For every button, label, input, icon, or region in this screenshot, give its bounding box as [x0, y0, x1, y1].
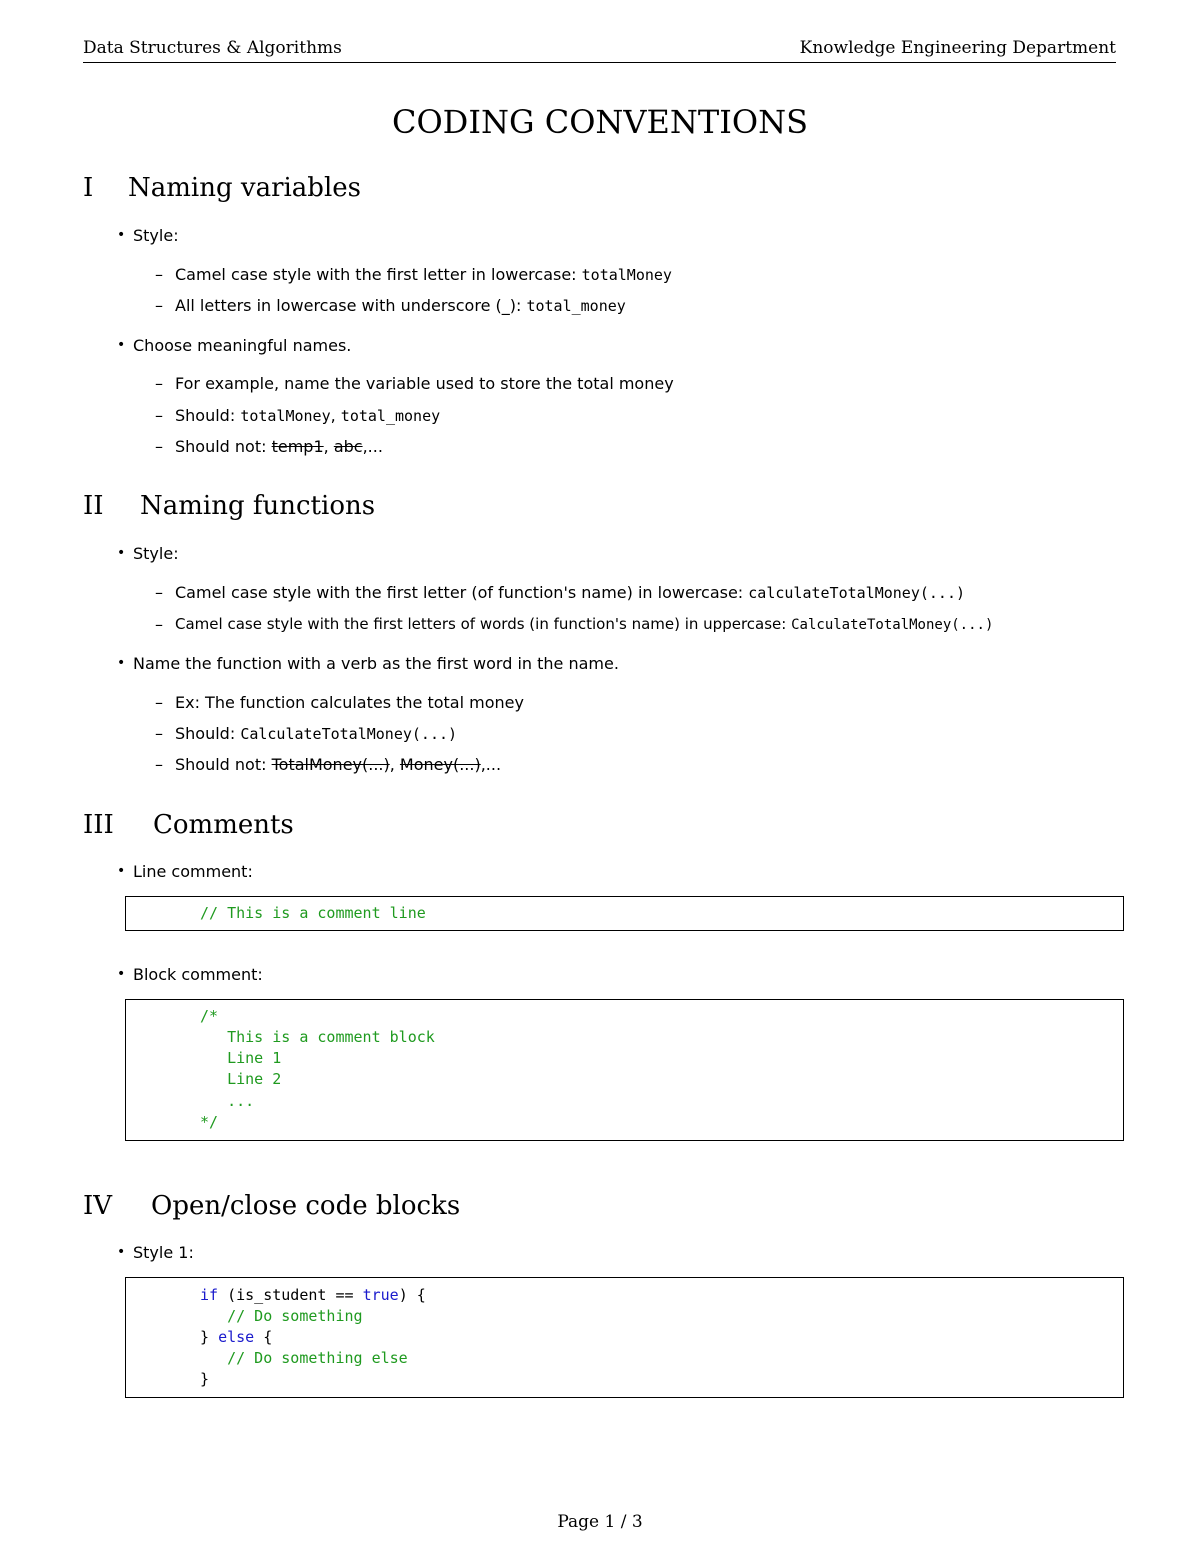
- line-comment-code-box: [125, 896, 1124, 931]
- dash-icon: –: [155, 437, 163, 456]
- list-item: Should: CalculateTotalMoney(...): [175, 724, 458, 743]
- section-title: Open/close code blocks: [151, 1191, 461, 1221]
- dash-icon: –: [155, 724, 163, 743]
- section-heading-1: [83, 173, 361, 203]
- list-item: Choose meaningful names.: [133, 336, 352, 355]
- list-item: Style:: [133, 226, 179, 245]
- code-line: if (is_student == true) {: [200, 1286, 426, 1304]
- code-line: /*: [200, 1007, 219, 1025]
- section-number: III: [83, 810, 114, 840]
- code-line: Line 2: [200, 1070, 282, 1088]
- dash-icon: –: [155, 755, 163, 774]
- code-line: // This is a comment line: [200, 904, 426, 922]
- page-header: [83, 36, 1116, 63]
- header-department: Knowledge Engineering Department: [799, 38, 1116, 58]
- dash-icon: –: [155, 583, 163, 602]
- bullet-icon: •: [117, 1244, 126, 1260]
- bullet-icon: •: [117, 337, 126, 353]
- list-item: Ex: The function calculates the total money: [175, 693, 524, 712]
- list-item: Should not: TotalMoney(...), Money(...),...: [175, 755, 502, 774]
- list-item: Should: totalMoney, total_money: [175, 406, 441, 425]
- document-title: CODING CONVENTIONS: [391, 103, 809, 141]
- code-line: // Do something else: [200, 1349, 408, 1367]
- dash-icon: –: [155, 374, 163, 393]
- list-item: Block comment:: [133, 965, 263, 984]
- section-title: Naming variables: [128, 173, 361, 203]
- list-item: Line comment:: [133, 862, 253, 881]
- bullet-icon: •: [117, 227, 126, 243]
- section-title: Naming functions: [140, 491, 376, 521]
- section-number: I: [83, 173, 94, 203]
- style1-code-box: [125, 1277, 1124, 1398]
- list-item: All letters in lowercase with underscore (_): total_money: [175, 296, 626, 315]
- code-line: Line 1: [200, 1049, 282, 1067]
- bullet-icon: •: [117, 655, 126, 671]
- list-item: Should not: temp1, abc,...: [175, 437, 383, 456]
- list-item: Camel case style with the first letter in lowercase: totalMoney: [175, 265, 672, 284]
- section-heading-4: [83, 1191, 460, 1221]
- list-item: Name the function with a verb as the first word in the name.: [133, 654, 619, 673]
- header-course: Data Structures & Algorithms: [83, 38, 342, 58]
- list-item: Camel case style with the first letters of words (in function's name) in uppercase: CalculateTotalMoney(...): [175, 615, 994, 633]
- block-comment-code-box: [125, 999, 1124, 1141]
- section-number: IV: [83, 1191, 113, 1221]
- code-line: */: [200, 1113, 219, 1131]
- page-number: Page 1 / 3: [557, 1512, 643, 1532]
- list-item: Camel case style with the first letter (of function's name) in lowercase: calculateTotalMoney(...): [175, 583, 966, 602]
- code-line: // Do something: [200, 1307, 363, 1325]
- dash-icon: –: [155, 265, 163, 284]
- dash-icon: –: [155, 615, 163, 634]
- dash-icon: –: [155, 693, 163, 712]
- bullet-icon: •: [117, 545, 126, 561]
- code-line: }: [200, 1370, 210, 1388]
- code-line: } else {: [200, 1328, 273, 1346]
- code-line: ...: [200, 1092, 255, 1110]
- list-item: Style:: [133, 544, 179, 563]
- list-item: Style 1:: [133, 1243, 194, 1262]
- section-title: Comments: [153, 810, 294, 840]
- dash-icon: –: [155, 406, 163, 425]
- bullet-icon: •: [117, 966, 126, 982]
- dash-icon: –: [155, 296, 163, 315]
- code-line: This is a comment block: [200, 1028, 435, 1046]
- section-number: II: [83, 491, 104, 521]
- section-heading-3: [83, 810, 294, 840]
- bullet-icon: •: [117, 863, 126, 879]
- list-item: For example, name the variable used to store the total money: [175, 374, 674, 393]
- section-heading-2: [83, 491, 375, 521]
